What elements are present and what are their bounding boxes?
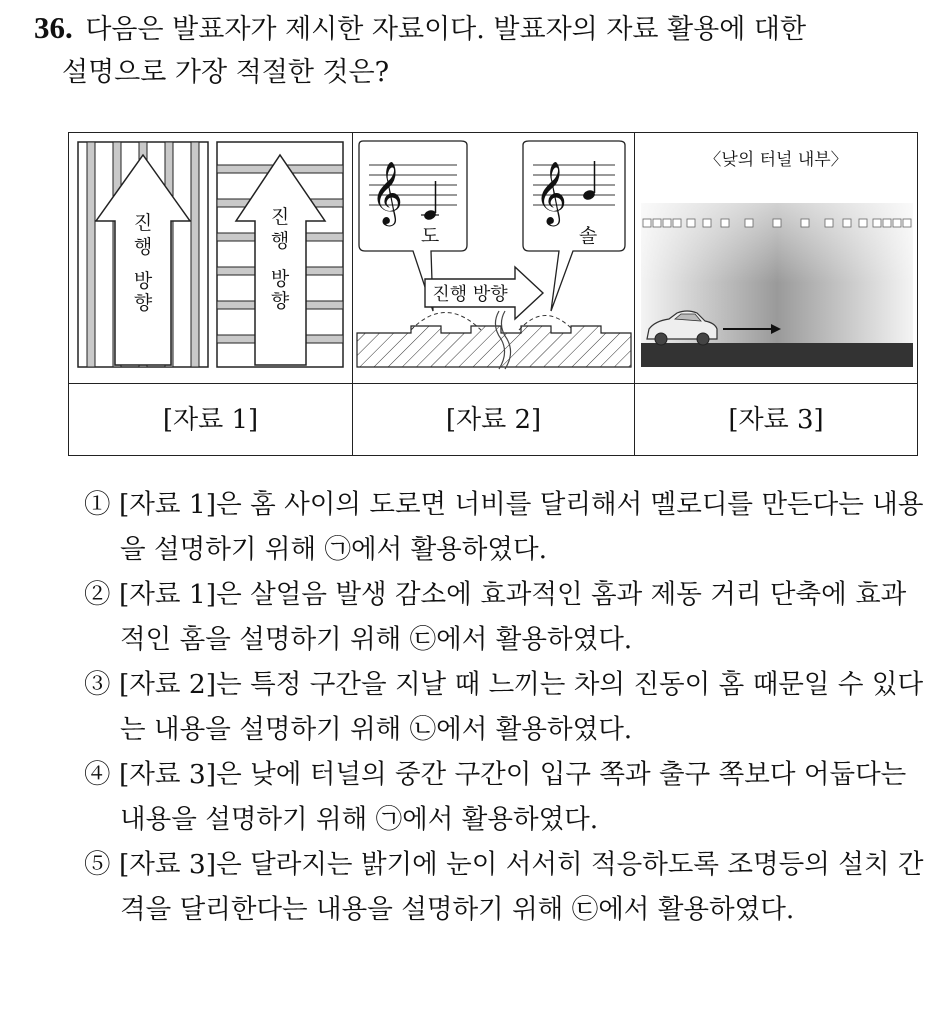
direction-label: 진행 방향 [432,284,508,305]
question-number: 36. [34,10,73,45]
choice-marker: ① [84,489,111,520]
note-sol-label: 솔 [578,225,598,247]
answer-choice-2[interactable] [84,572,924,662]
question-text-line2: 설명으로 가장 적절한 것은? [62,57,390,89]
choice-marker: ② [84,579,111,610]
fig1-left-label-char2: 행 [133,236,153,258]
question-text-line1: 다음은 발표자가 제시한 자료이다. 발표자의 자료 활용에 대한 [85,14,807,45]
choice-text: [자료 1]은 살얼음 발생 감소에 효과적인 홈과 제동 거리 단축에 효과적인 홈을 설명하기 위해 ㉢에서 활용하였다. [118,579,907,655]
question-stem [34,4,924,94]
figure-2-drawing [353,133,635,383]
fig1-left-label-char3: 방 [133,270,153,292]
note-do-label: 도 [420,225,440,247]
figure-1-panel [69,133,353,383]
fig1-right-label-char4: 향 [270,290,290,312]
figure-1-caption: [자료 1] [69,384,353,456]
choice-marker: ⑤ [84,849,111,880]
choice-text: [자료 3]은 낮에 터널의 중간 구간이 입구 쪽과 출구 쪽보다 어둡다는 내용을 설명하기 위해 ㉠에서 활용하였다. [118,759,907,835]
answer-choice-4[interactable] [84,752,924,842]
fig1-right-label-char3: 방 [270,268,290,290]
choice-marker: ③ [84,669,111,700]
tunnel-title: 〈낮의 터널 내부〉 [704,150,848,170]
figure-table [68,132,918,456]
choice-marker: ④ [84,759,111,790]
answer-choice-5[interactable] [84,842,924,932]
answer-choice-3[interactable] [84,662,924,752]
figure-3-drawing [635,133,917,383]
fig1-left-label-char1: 진 [133,212,153,234]
treble-clef-icon: 𝄞 [535,161,567,224]
choice-text: [자료 2]는 특정 구간을 지날 때 느끼는 차의 진동이 홈 때문일 수 있다는 내용을 설명하기 위해 ㉡에서 활용하였다. [118,669,924,745]
figure-1-drawing [69,133,353,383]
treble-clef-icon: 𝄞 [371,161,403,224]
fig1-right-label-char2: 행 [270,230,290,252]
answer-choices [84,482,924,932]
caption-row [69,383,917,456]
answer-choice-1[interactable] [84,482,924,572]
choice-text: [자료 1]은 홈 사이의 도로면 너비를 달리해서 멜로디를 만든다는 내용을 설명하기 위해 ㉠에서 활용하였다. [118,489,924,565]
figure-3-caption: [자료 3] [728,405,824,435]
figure-3-panel [635,133,917,383]
fig1-right-label-char1: 진 [270,206,290,228]
fig1-left-label-char4: 향 [133,292,153,314]
figure-2-panel [353,133,635,383]
choice-text: [자료 3]은 달라지는 밝기에 눈이 서서히 적응하도록 조명등의 설치 간격을 달리한다는 내용을 설명하기 위해 ㉢에서 활용하였다. [118,849,924,925]
figure-2-caption: [자료 2] [353,384,635,456]
